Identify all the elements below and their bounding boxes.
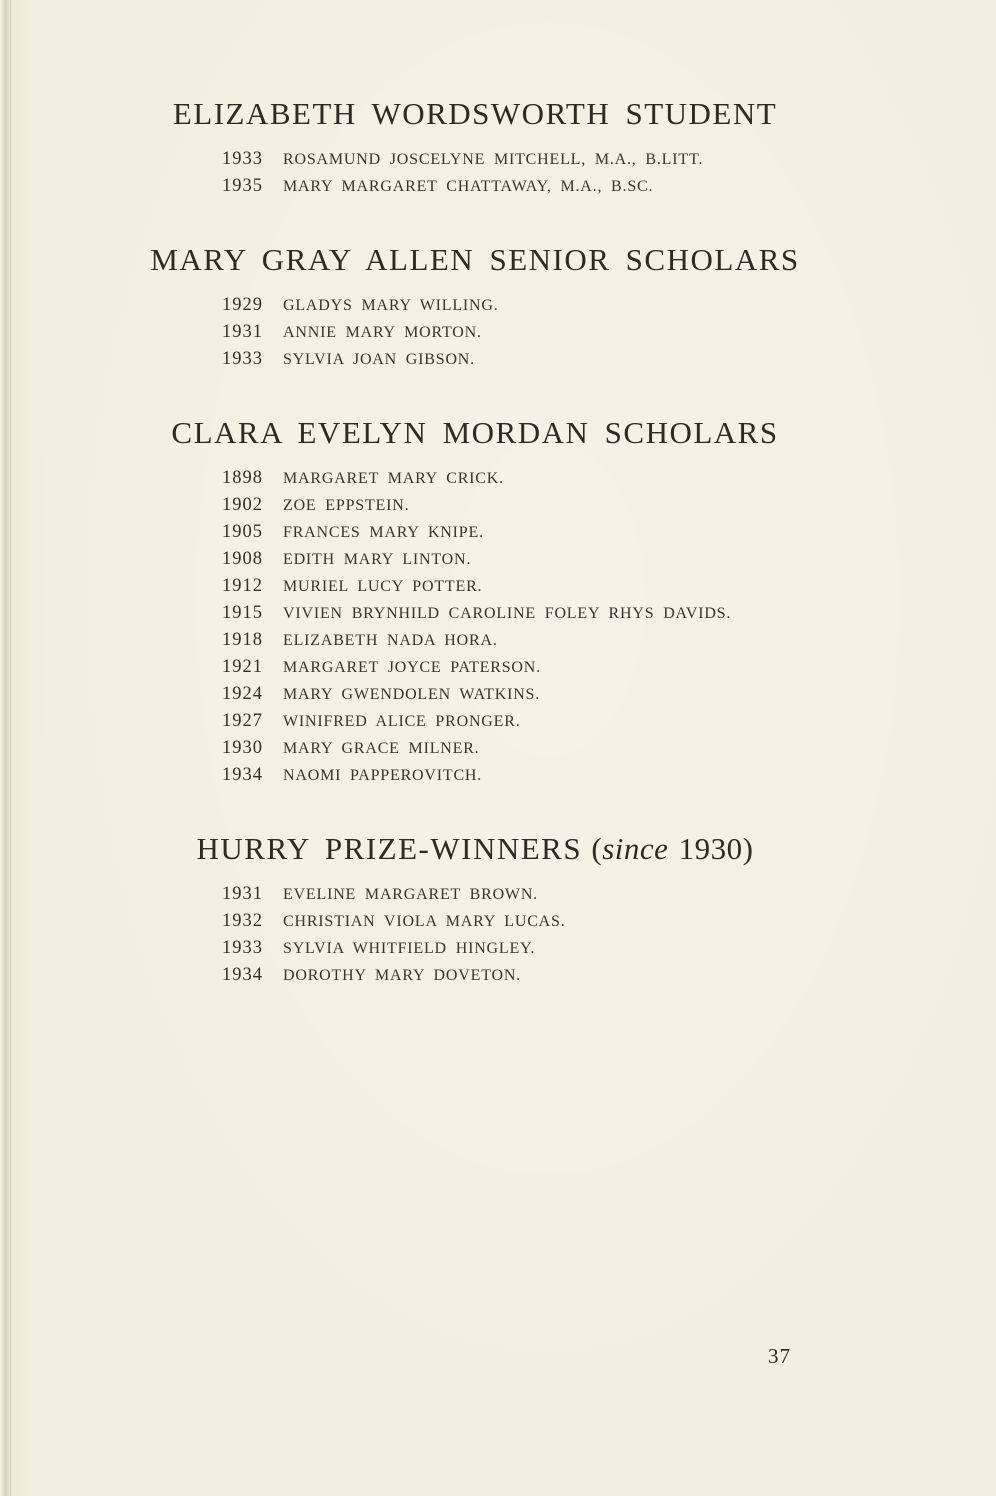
entry-list: [130, 292, 820, 373]
entry-year: 1933: [222, 349, 263, 369]
list-item: [222, 908, 820, 935]
entry-year: 1931: [222, 884, 263, 904]
entry-name: MARGARET JOYCE PATERSON.: [283, 659, 541, 676]
entry-name: GLADYS MARY WILLING.: [283, 297, 499, 314]
entry-year: 1933: [222, 149, 263, 169]
entry-name: NAOMI PAPPEROVITCH.: [283, 767, 483, 784]
entry-name: SYLVIA WHITFIELD HINGLEY.: [283, 940, 536, 957]
entry-name: DOROTHY MARY DOVETON.: [283, 967, 521, 984]
entry-list: [130, 146, 820, 200]
entry-name: ROSAMUND JOSCELYNE MITCHELL, M.A., B.LITT.: [283, 151, 704, 168]
entry-year: 1902: [222, 495, 263, 515]
section-title: HURRY PRIZE-WINNERS: [196, 831, 583, 866]
entry-name: ZOE EPPSTEIN.: [283, 497, 410, 514]
section-heading: [130, 242, 820, 278]
list-item: [222, 708, 820, 735]
entry-list: [130, 465, 820, 789]
entry-name: VIVIEN BRYNHILD CAROLINE FOLEY RHYS DAVIDS.: [283, 605, 732, 622]
page-content: [130, 96, 820, 1031]
entry-year: 1908: [222, 549, 263, 569]
page-number: 37: [768, 1344, 791, 1368]
page-left-edge: [0, 0, 11, 1496]
entry-name: MARY GWENDOLEN WATKINS.: [283, 686, 541, 703]
entry-name: SYLVIA JOAN GIBSON.: [283, 351, 475, 368]
list-item: [222, 600, 820, 627]
entry-year: 1930: [222, 738, 263, 758]
entry-year: 1912: [222, 576, 263, 596]
entry-name: ANNIE MARY MORTON.: [283, 324, 482, 341]
entry-name: CHRISTIAN VIOLA MARY LUCAS.: [283, 913, 566, 930]
list-item: [222, 319, 820, 346]
list-item: [222, 881, 820, 908]
list-item: [222, 654, 820, 681]
entry-year: 1927: [222, 711, 263, 731]
list-item: [222, 465, 820, 492]
list-item: [222, 173, 820, 200]
list-item: [222, 573, 820, 600]
note-open: (: [591, 831, 603, 866]
list-item: [222, 627, 820, 654]
section: [130, 242, 820, 373]
list-item: [222, 519, 820, 546]
entry-year: 1915: [222, 603, 263, 623]
list-item: [222, 935, 820, 962]
section: [130, 415, 820, 789]
list-item: [222, 681, 820, 708]
entry-year: 1924: [222, 684, 263, 704]
section-title: MARY GRAY ALLEN SENIOR SCHOLARS: [150, 242, 800, 277]
list-item: [222, 962, 820, 989]
entry-name: EVELINE MARGARET BROWN.: [283, 886, 538, 903]
section: [130, 96, 820, 200]
entry-name: MARY GRACE MILNER.: [283, 740, 480, 757]
entry-year: 1898: [222, 468, 263, 488]
entry-list: [130, 881, 820, 989]
note-rest: 1930): [668, 831, 754, 866]
entry-year: 1934: [222, 765, 263, 785]
entry-year: 1929: [222, 295, 263, 315]
entry-name: EDITH MARY LINTON.: [283, 551, 472, 568]
section-title: CLARA EVELYN MORDAN SCHOLARS: [171, 415, 779, 450]
list-item: [222, 762, 820, 789]
entry-year: 1934: [222, 965, 263, 985]
entry-name: WINIFRED ALICE PRONGER.: [283, 713, 521, 730]
section-heading: [130, 96, 820, 132]
list-item: [222, 546, 820, 573]
entry-year: 1935: [222, 176, 263, 196]
entry-name: MURIEL LUCY POTTER.: [283, 578, 483, 595]
section-title: ELIZABETH WORDSWORTH STUDENT: [172, 96, 778, 131]
section-heading: [130, 831, 820, 867]
entry-year: 1931: [222, 322, 263, 342]
note-italic: since: [602, 831, 669, 866]
entry-year: 1905: [222, 522, 263, 542]
section-heading: [130, 415, 820, 451]
entry-name: MARGARET MARY CRICK.: [283, 470, 504, 487]
section: [130, 831, 820, 989]
list-item: [222, 735, 820, 762]
entry-year: 1932: [222, 911, 263, 931]
entry-year: 1933: [222, 938, 263, 958]
list-item: [222, 146, 820, 173]
entry-name: MARY MARGARET CHATTAWAY, M.A., B.SC.: [283, 178, 654, 195]
entry-name: ELIZABETH NADA HORA.: [283, 632, 498, 649]
entry-year: 1921: [222, 657, 263, 677]
list-item: [222, 492, 820, 519]
entry-year: 1918: [222, 630, 263, 650]
list-item: [222, 292, 820, 319]
list-item: [222, 346, 820, 373]
entry-name: FRANCES MARY KNIPE.: [283, 524, 484, 541]
section-title-note: [591, 831, 753, 866]
